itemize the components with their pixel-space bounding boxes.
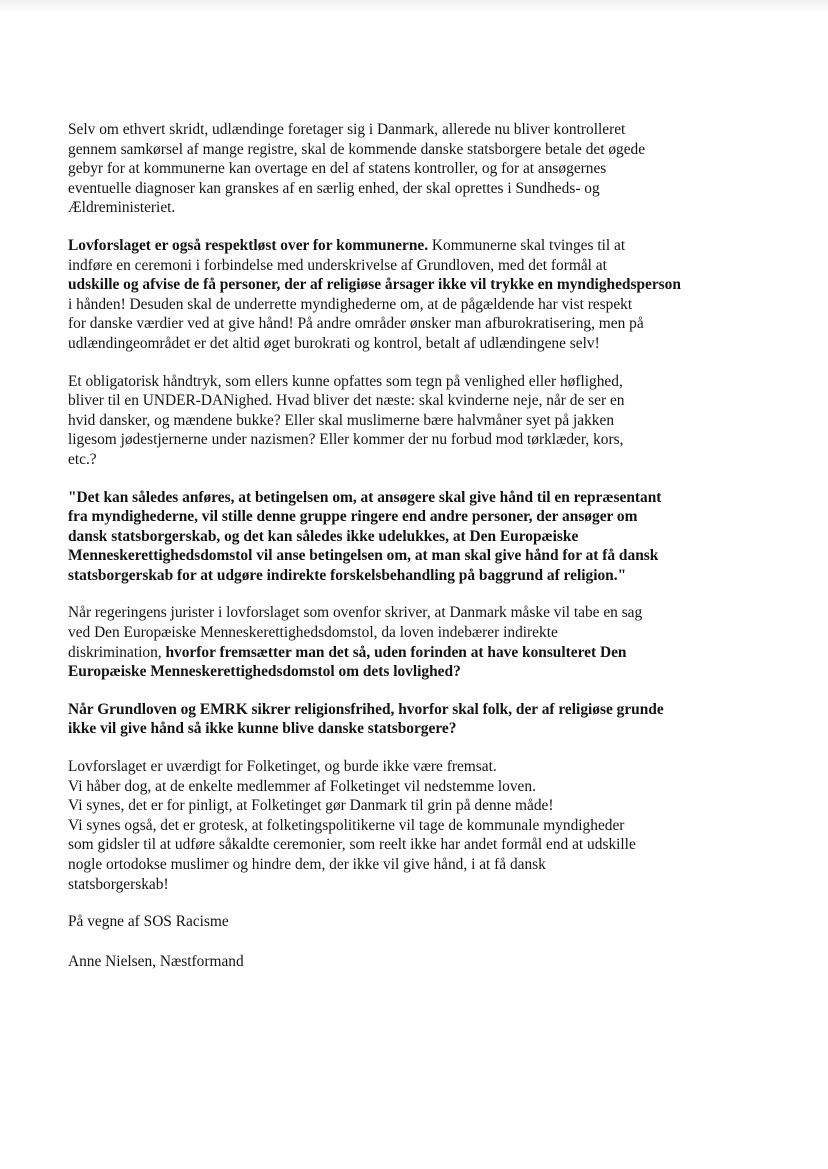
text-line: etc.? [68, 450, 97, 468]
text-line: gebyr for at kommunerne kan overtage en del af statens kontroller, og for at ansøgernes [68, 160, 607, 178]
bold-lead: Lovforslaget er også respektløst over for kommunerne. [68, 236, 429, 254]
text-line-bold: ikke vil give hånd så ikke kunne blive danske statsborgere? [68, 720, 457, 738]
text-line: Vi synes, det er for pinligt, at Folketinget gør Danmark til grin på denne måde! [68, 797, 554, 815]
text-line: ligesom jødestjernerne under nazismen? Eller kommer der nu forbud mod tørklæder, kors, [68, 431, 624, 449]
text-line: gennem samkørsel af mange registre, skal de kommende danske statsborgere betale det øgede [68, 140, 646, 158]
signature-name: Anne Nielsen, Næstformand [68, 952, 244, 970]
text-line-bold: statsborgerskab for at udgøre indirekte forskelsbehandling på baggrund af religion." [68, 566, 627, 584]
paragraph-handshake [68, 372, 768, 470]
text-line: som gidsler til at udføre såkaldte ceremonier, som reelt ikke har andet formål end at udskille [68, 836, 636, 854]
text-line-bold: fra myndighederne, vil stille denne gruppe ringere end andre personer, der ansøger om [68, 508, 638, 526]
text-line: i hånden! Desuden skal de underrette myndighederne om, at de pågældende har vist respekt [68, 295, 633, 313]
text-line: hvid dansker, og mændene bukke? Eller skal muslimerne bære halvmåner syet på jakken [68, 411, 615, 429]
text-line-bold: Når Grundloven og EMRK sikrer religionsfrihed, hvorfor skal folk, der af religiøse grunde [68, 700, 664, 718]
text-line-bold: dansk statsborgerskab, og det kan således ikke udelukkes, at Den Europæiske [68, 527, 579, 545]
text-line: nogle ortodokse muslimer og hindre dem, der ikke vil give hånd, i at få dansk [68, 856, 546, 873]
text-line: Vi synes også, det er grotesk, at folketingspolitikerne vil tage de kommunale myndigheder [68, 816, 625, 834]
text-line: Lovforslaget er uværdigt for Folketinget, og burde ikke være fremsat. [68, 758, 497, 776]
text-line: Et obligatorisk håndtryk, som ellers kunne opfattes som tegn på venlighed eller høflighed, [68, 372, 623, 390]
signature-on-behalf: På vegne af SOS Racisme [68, 913, 229, 931]
paragraph-lawyers [68, 603, 768, 681]
paragraph-municipalities [68, 236, 768, 354]
text-line: Når regeringens jurister i lovforslaget som ovenfor skriver, at Danmark måske vil tabe en sag [68, 604, 643, 622]
text-line: ved Den Europæiske Menneskerettighedsdomstol, da loven indebærer indirekte [68, 624, 558, 642]
text-line: Vi håber dog, at de enkelte medlemmer af Folketinget vil nedstemme loven. [68, 777, 536, 795]
paragraph-quote [68, 488, 768, 586]
scan-edge-shade [0, 0, 828, 14]
text-line: Selv om ethvert skridt, udlændinge foretager sig i Danmark, allerede nu bliver kontrolleret [68, 121, 626, 138]
text-line: eventuelle diagnoser kan granskes af en særlig enhed, der skal oprettes i Sundheds- og [68, 179, 600, 197]
paragraph-control-fees [68, 120, 768, 218]
text-line [68, 643, 768, 663]
text-line-bold: "Det kan således anføres, at betingelsen om, at ansøgere skal give hånd til en repræsentant [68, 488, 662, 506]
text-line: indføre en ceremoni i forbindelse med underskrivelse af Grundloven, med det formål at [68, 256, 607, 274]
text-line: for danske værdier ved at give hånd! På andre områder ønsker man afburokratisering, men på [68, 315, 644, 333]
paragraph-conclusion [68, 757, 768, 894]
text-line: statsborgerskab! [68, 875, 169, 893]
text-line-bold: udskille og afvise de få personer, der af religiøse årsager ikke vil trykke en myndighedsperson [68, 276, 681, 294]
bold-segment: hvorfor fremsætter man det så, uden forinden at have konsulteret Den [165, 643, 627, 661]
text-line [68, 236, 768, 256]
text-line: bliver til en UNDER-DANighed. Hvad bliver det næste: skal kvinderne neje, når de ser en [68, 392, 625, 410]
paragraph-religious-freedom [68, 700, 768, 739]
text-line-bold: Europæiske Menneskerettighedsdomstol om dets lovlighed? [68, 663, 461, 681]
text-line: udlændingeområdet er det altid øget burokrati og kontrol, betalt af udlændingene selv! [68, 334, 600, 352]
plain-segment: diskrimination, [68, 643, 166, 661]
document-body [68, 120, 768, 991]
text-line: Ældreministeriet. [68, 199, 176, 217]
lead-rest: Kommunerne skal tvinges til at [428, 236, 626, 254]
text-line-bold: Menneskerettighedsdomstol vil anse betingelsen om, at man skal give hånd for at få dansk [68, 547, 659, 565]
